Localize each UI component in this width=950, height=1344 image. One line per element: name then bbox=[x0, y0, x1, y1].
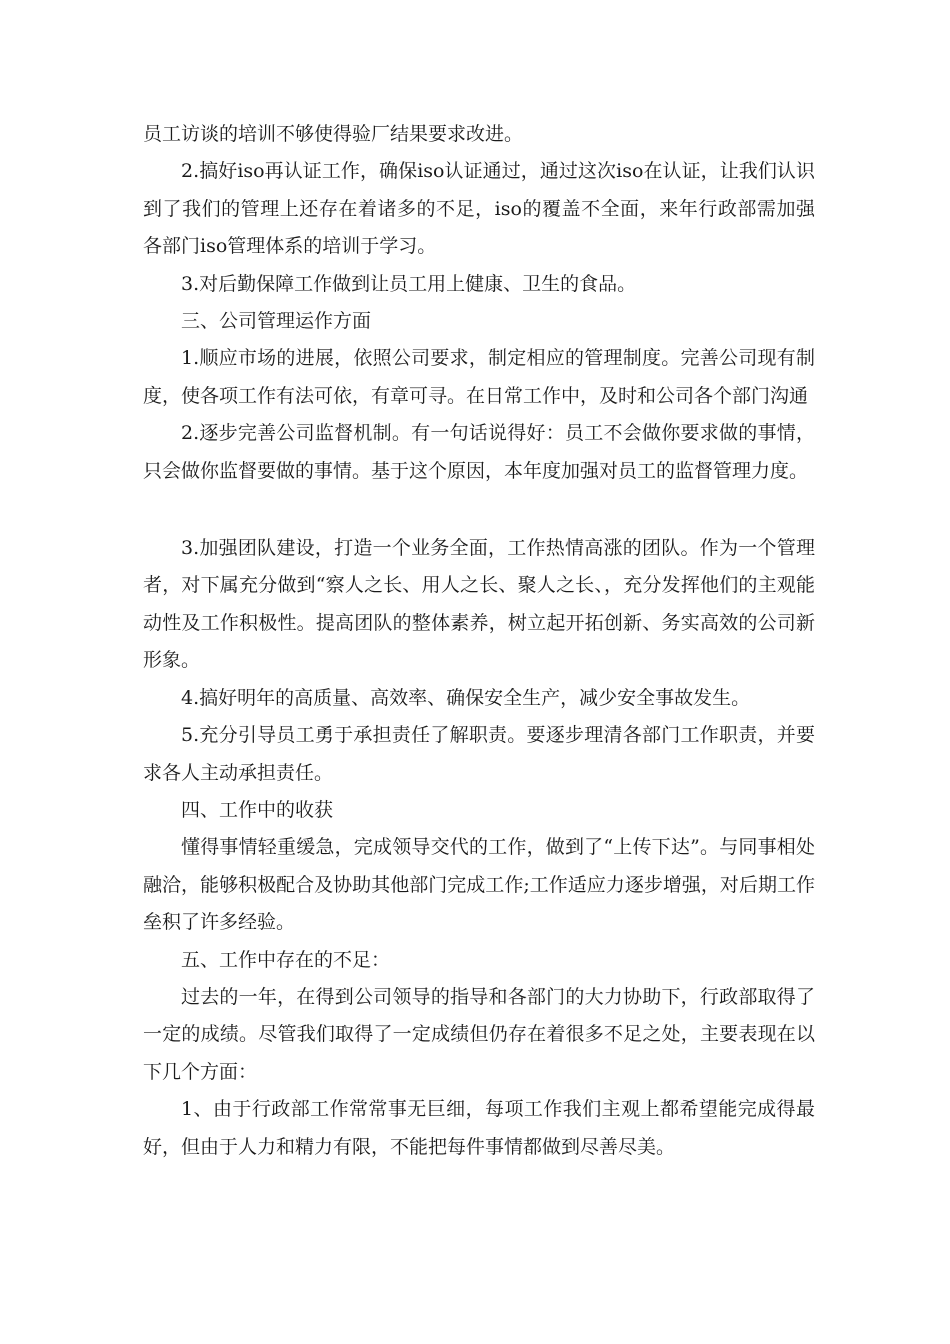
paragraph-safety: 4.搞好明年的高质量、高效率、确保安全生产，减少安全事故发生。 bbox=[181, 686, 751, 709]
paragraph-team-building: 3.加强团队建设，打造一个业务全面，工作热情高涨的团队。作为一个管理者，对下属充分做到“察人之长、用人之长、聚人之长、，充分发挥他们的主观能动性及工作积极性。提高团队的整体素养，树立起开拓创新、务实高效的公司新形象。 bbox=[143, 537, 815, 672]
paragraph-management-system: 1.顺应市场的进展，依照公司要求，制定相应的管理制度。完善公司现有制度，使各项工作有法可依，有章可寻。在日常工作中，及时和公司各个部门沟通 bbox=[143, 347, 815, 407]
section-heading-management: 三、公司管理运作方面 bbox=[181, 310, 372, 333]
paragraph-responsibility: 5.充分引导员工勇于承担责任了解职责。要逐步理清各部门工作职责，并要求各人主动承担责任。 bbox=[143, 724, 815, 784]
section-heading-gains: 四、工作中的收获 bbox=[181, 798, 334, 821]
paragraph-shortcoming-1: 1、由于行政部工作常常事无巨细，每项工作我们主观上都希望能完成得最好，但由于人力和精力有限，不能把每件事情都做到尽善尽美。 bbox=[143, 1098, 815, 1158]
paragraph-iso-recertification: 2.搞好iso再认证工作，确保iso认证通过，通过这次iso在认证，让我们认识到了我们的管理上还存在着诸多的不足，iso的覆盖不全面，来年行政部需加强各部门iso管理体系的培训于学习。 bbox=[143, 160, 815, 258]
paragraph-past-year: 过去的一年，在得到公司领导的指导和各部门的大力协助下，行政部取得了一定的成绩。尽管我们取得了一定成绩但仍存在着很多不足之处，主要表现在以下几个方面： bbox=[143, 985, 815, 1083]
paragraph-continuation: 员工访谈的培训不够使得验厂结果要求改进。 bbox=[143, 123, 524, 145]
document-body bbox=[143, 116, 815, 1166]
paragraph-gains: 懂得事情轻重缓急，完成领导交代的工作，做到了“上传下达”。与同事相处融洽，能够积极配合及协助其他部门完成工作;工作适应力逐步增强，对后期工作垒积了许多经验。 bbox=[143, 836, 815, 934]
section-heading-shortcomings: 五、工作中存在的不足： bbox=[181, 948, 391, 971]
paragraph-supervision: 2.逐步完善公司监督机制。有一句话说得好：员工不会做你要求做的事情，只会做你监督要做的事情。基于这个原因，本年度加强对员工的监督管理力度。 bbox=[143, 422, 815, 482]
paragraph-logistics: 3.对后勤保障工作做到让员工用上健康、卫生的食品。 bbox=[181, 272, 637, 295]
